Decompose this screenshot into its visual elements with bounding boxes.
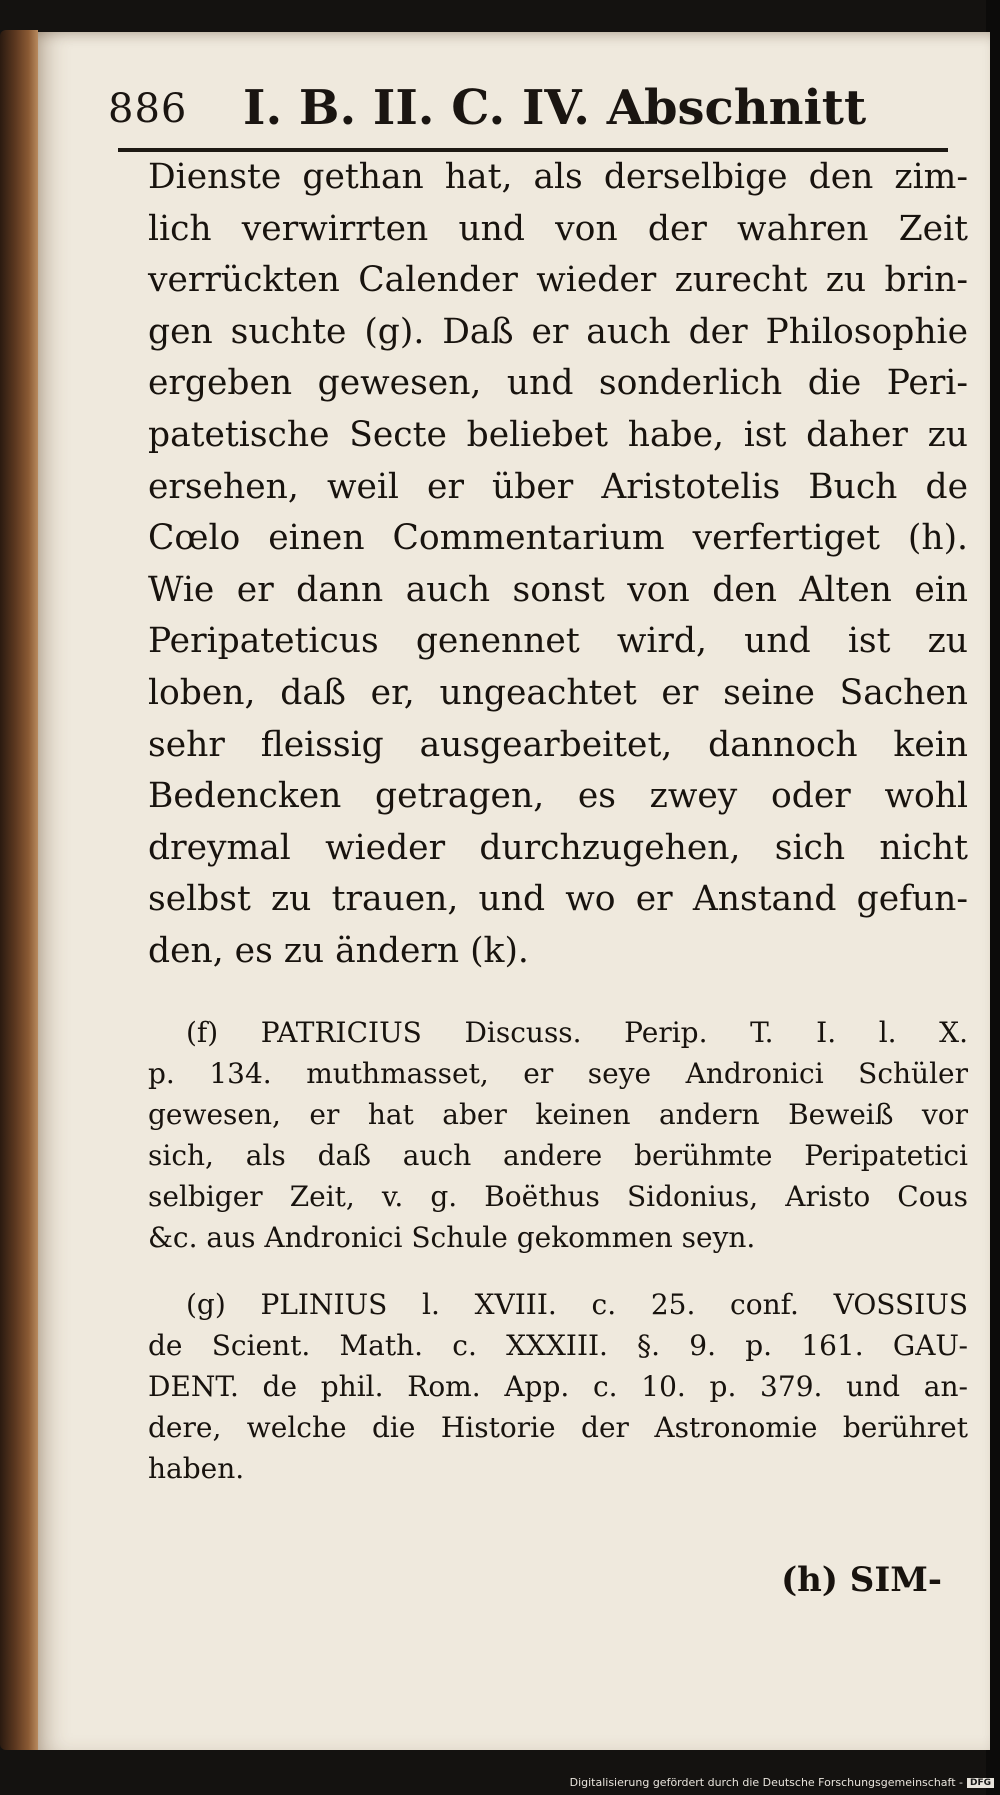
text-line: lich verwirrten und von der wahren Zeit — [148, 208, 968, 249]
running-head: I. B. II. C. IV. Abschnitt — [243, 80, 867, 136]
dfg-logo: DFG — [967, 1778, 994, 1788]
text-line: ersehen, weil er über Aristotelis Buch de — [148, 466, 968, 507]
footnote-line: de Scient. Math. c. XXXIII. §. 9. p. 161. GAU- — [148, 1329, 968, 1362]
page-header — [108, 56, 968, 156]
text-line: gen suchte (g). Daß er auch der Philosophie — [148, 311, 968, 352]
footnote-line: selbiger Zeit, v. g. Boëthus Sidonius, Aristo Cous — [148, 1180, 968, 1213]
footnote-g — [148, 1284, 968, 1489]
footnote-line: (f) PATRICIUS Discuss. Perip. T. I. l. X. — [186, 1016, 968, 1049]
text-line: Cœlo einen Commentarium verfertiget (h). — [148, 518, 968, 559]
footnote-line: DENT. de phil. Rom. App. c. 10. p. 379. und an- — [148, 1370, 968, 1403]
text-line: patetische Secte beliebet habe, ist daher zu — [148, 414, 968, 455]
footnote-line: gewesen, er hat aber keinen andern Beweiß vor — [148, 1098, 968, 1131]
footnote-line: &c. aus Andronici Schule gekommen seyn. — [148, 1221, 756, 1254]
text-line: verrückten Calender wieder zurecht zu brin- — [148, 260, 968, 301]
text-line: dreymal wieder durchzugehen, sich nicht — [148, 827, 968, 868]
text-line: Bedencken getragen, es zwey oder wohl — [148, 776, 968, 817]
text-line: sehr fleissig ausgearbeitet, dannoch kein — [148, 724, 968, 765]
text-line: Wie er dann auch sonst von den Alten ein — [148, 569, 968, 610]
footnote-line: dere, welche die Historie der Astronomie berühret — [148, 1411, 968, 1444]
footnote-line: p. 134. muthmasset, er seye Andronici Schüler — [148, 1057, 968, 1090]
book-edge-left — [0, 30, 38, 1750]
text-line: selbst zu trauen, und wo er Anstand gefun- — [148, 879, 968, 920]
digitization-credit — [570, 1776, 994, 1789]
footnote-line: haben. — [148, 1452, 245, 1485]
text-line: ergeben gewesen, und sonderlich die Peri- — [148, 363, 968, 404]
text-line: Dienste gethan hat, als derselbige den zim- — [148, 157, 968, 197]
page-number: 886 — [108, 86, 188, 132]
text-line: Peripateticus genennet wird, und ist zu — [148, 621, 968, 662]
catchword: (h) SIM- — [781, 1560, 942, 1600]
text-line: den, es zu ändern (k). — [148, 930, 529, 971]
footnotes — [148, 1012, 968, 1515]
credit-text: Digitalisierung gefördert durch die Deutsche Forschungsgemeinschaft - — [569, 1776, 963, 1789]
footnote-line: (g) PLINIUS l. XVIII. c. 25. conf. VOSSIUS — [186, 1288, 968, 1321]
main-text-block — [148, 152, 968, 978]
footnote-f — [148, 1012, 968, 1258]
footnote-line: sich, als daß auch andere berühmte Peripatetici — [148, 1139, 968, 1172]
text-line: loben, daß er, ungeachtet er seine Sachen — [148, 672, 968, 713]
